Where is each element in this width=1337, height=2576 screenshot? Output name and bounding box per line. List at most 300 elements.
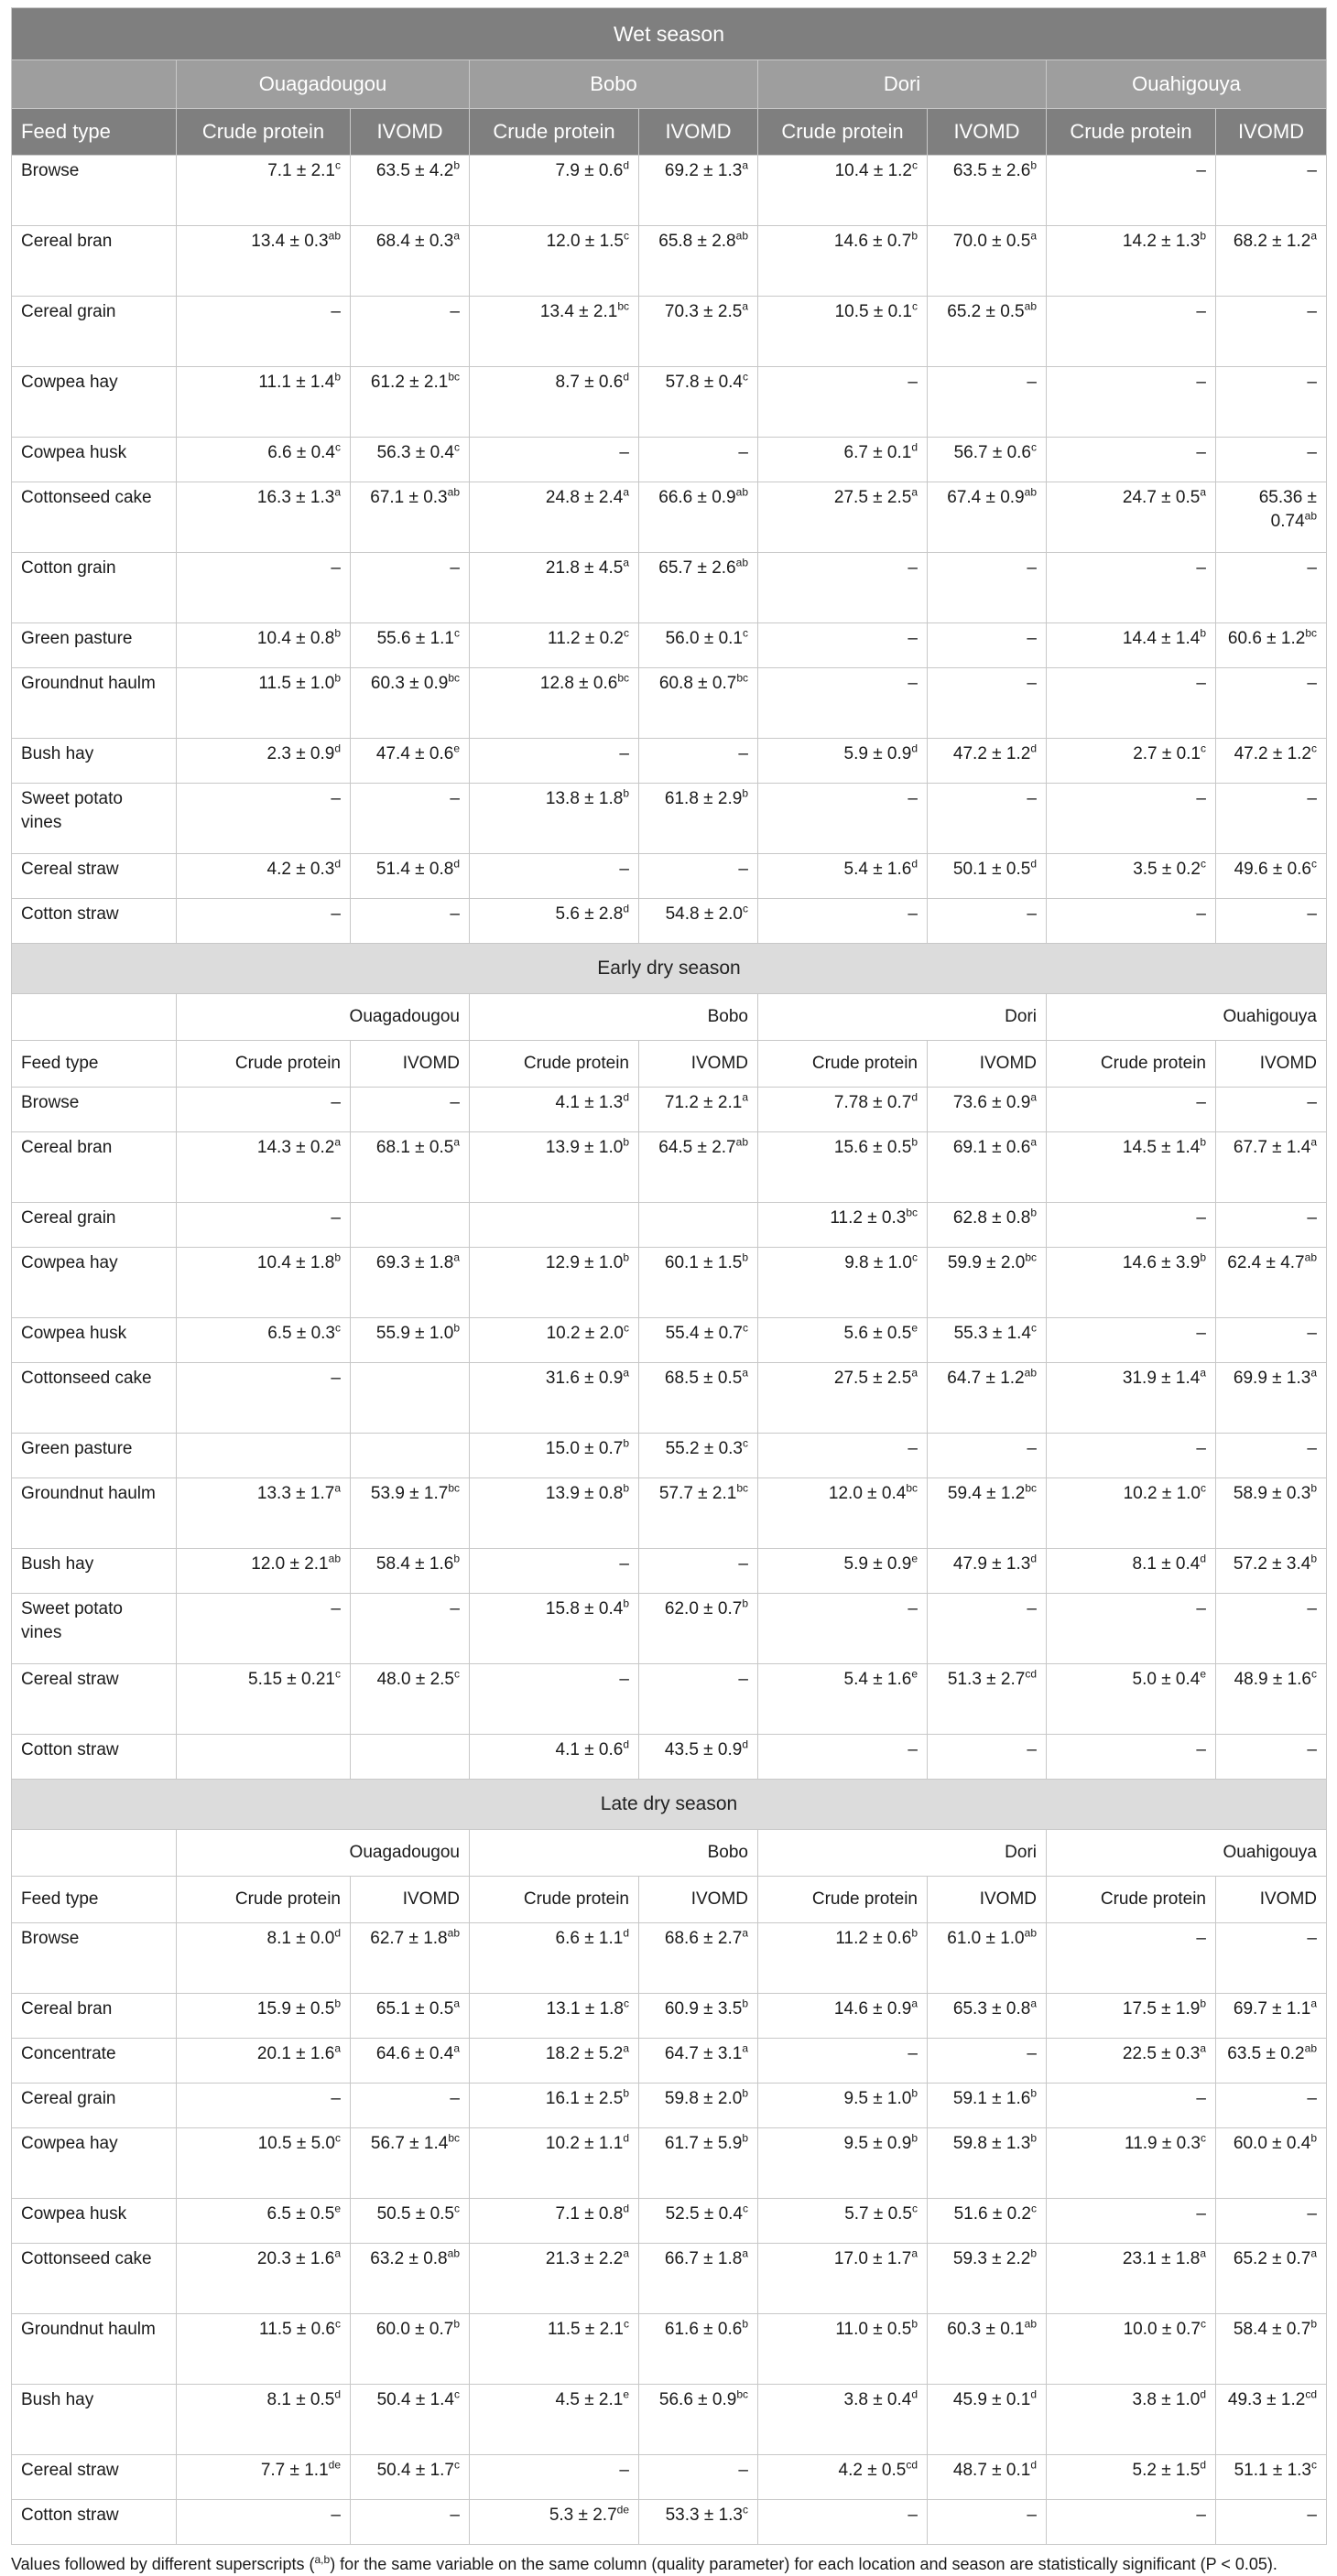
cell-value: 16.3 ± 1.3 xyxy=(256,488,335,507)
cell-value: 14.6 ± 0.9 xyxy=(833,1999,912,2019)
table-row xyxy=(12,1594,1327,1664)
crude-protein-cell xyxy=(1047,1594,1216,1664)
cell-value: 47.4 ± 0.6 xyxy=(375,744,454,763)
cell-superscript: ab xyxy=(447,2246,460,2260)
crude-protein-cell xyxy=(758,226,928,297)
cell-value: 56.7 ± 0.6 xyxy=(953,443,1031,462)
cell-value: 67.7 ± 1.4 xyxy=(1233,1138,1311,1157)
cell-value: 50.4 ± 1.7 xyxy=(376,2461,454,2480)
ivomd-cell xyxy=(351,553,470,623)
cell-value: 68.1 ± 0.5 xyxy=(375,1138,454,1157)
feed-quality-table-figure xyxy=(11,0,1326,2576)
ivomd-cell xyxy=(639,2244,758,2314)
cell-value: 6.5 ± 0.5 xyxy=(266,2204,335,2224)
feed-type-cell: Cereal grain xyxy=(12,1203,177,1248)
crude-protein-cell xyxy=(470,1594,639,1664)
column-header-ivomd: IVOMD xyxy=(639,1877,758,1923)
crude-protein-cell xyxy=(177,367,351,438)
ivomd-cell xyxy=(1216,1923,1327,1994)
cell-value: – xyxy=(908,629,918,648)
season-title: Wet season xyxy=(12,8,1327,60)
crude-protein-cell xyxy=(470,668,639,739)
cell-superscript: a xyxy=(1030,1135,1037,1149)
cell-value: 27.5 ± 2.5 xyxy=(833,488,912,507)
ivomd-cell xyxy=(1216,1478,1327,1549)
cell-superscript: bc xyxy=(1305,626,1317,640)
cell-superscript: b xyxy=(1310,1552,1317,1565)
crude-protein-cell xyxy=(470,553,639,623)
feed-type-cell: Cottonseed cake xyxy=(12,2244,177,2314)
cell-superscript: ab xyxy=(1304,509,1317,523)
ivomd-cell xyxy=(928,1478,1047,1549)
ivomd-cell xyxy=(928,1994,1047,2039)
location-header-blank xyxy=(12,60,177,109)
ivomd-cell xyxy=(639,784,758,854)
table-row xyxy=(12,1549,1327,1594)
crude-protein-cell xyxy=(758,2500,928,2545)
cell-superscript: c xyxy=(335,440,341,454)
ivomd-cell xyxy=(639,226,758,297)
location-header: Dori xyxy=(758,1830,1047,1877)
cell-value: – xyxy=(619,2461,629,2480)
ivomd-cell xyxy=(1216,623,1327,668)
ivomd-cell xyxy=(928,1318,1047,1363)
ivomd-cell xyxy=(351,2455,470,2500)
cell-superscript: b xyxy=(453,1321,460,1335)
column-header-row xyxy=(12,1041,1327,1088)
location-header-row xyxy=(12,60,1327,109)
cell-value: – xyxy=(450,904,460,924)
cell-superscript: bc xyxy=(1025,1250,1037,1264)
ivomd-cell xyxy=(639,1363,758,1434)
cell-superscript: d xyxy=(1030,741,1037,755)
crude-protein-cell xyxy=(177,739,351,784)
ivomd-cell xyxy=(639,1994,758,2039)
column-header-ivomd: IVOMD xyxy=(928,109,1047,156)
cell-superscript: c xyxy=(454,626,460,640)
cell-superscript: a xyxy=(742,158,748,172)
column-header-ivomd: IVOMD xyxy=(928,1877,1047,1923)
cell-superscript: c xyxy=(1201,857,1206,871)
cell-value: – xyxy=(1027,2044,1037,2063)
crude-protein-cell xyxy=(758,438,928,482)
feed-type-cell: Cowpea hay xyxy=(12,367,177,438)
crude-protein-cell xyxy=(758,854,928,899)
cell-value: 12.0 ± 0.4 xyxy=(828,1484,907,1503)
crude-protein-cell xyxy=(758,1478,928,1549)
cell-superscript: a xyxy=(1310,1366,1317,1380)
ivomd-cell xyxy=(639,1923,758,1994)
crude-protein-cell xyxy=(758,1994,928,2039)
cell-value: 50.4 ± 1.4 xyxy=(376,2390,454,2409)
table-row xyxy=(12,899,1327,944)
cell-superscript: d xyxy=(334,2387,341,2401)
column-header-ivomd: IVOMD xyxy=(351,109,470,156)
feed-type-cell: Cereal grain xyxy=(12,2084,177,2128)
crude-protein-cell xyxy=(470,1434,639,1478)
cell-value: 13.4 ± 2.1 xyxy=(539,302,618,321)
feed-type-cell: Groundnut haulm xyxy=(12,668,177,739)
cell-value: 48.0 ± 2.5 xyxy=(376,1670,454,1689)
cell-value: 5.9 ± 0.9 xyxy=(843,744,912,763)
cell-value: 18.2 ± 5.2 xyxy=(545,2044,624,2063)
ivomd-cell xyxy=(639,1594,758,1664)
cell-value: 10.5 ± 0.1 xyxy=(834,302,912,321)
ivomd-cell xyxy=(1216,2199,1327,2244)
cell-value: 14.6 ± 0.7 xyxy=(833,232,912,251)
crude-protein-cell xyxy=(470,226,639,297)
location-header: Dori xyxy=(758,60,1047,109)
crude-protein-cell xyxy=(758,739,928,784)
cell-value: – xyxy=(908,373,918,392)
cell-value: – xyxy=(1307,2089,1317,2108)
crude-protein-cell xyxy=(758,2084,928,2128)
crude-protein-cell xyxy=(177,553,351,623)
crude-protein-cell xyxy=(470,1478,639,1549)
ivomd-cell xyxy=(1216,1318,1327,1363)
ivomd-cell xyxy=(351,1203,470,1248)
cell-superscript: c xyxy=(1201,1481,1206,1495)
ivomd-cell xyxy=(639,739,758,784)
cell-superscript: ab xyxy=(1304,1250,1317,1264)
cell-value: 59.8 ± 2.0 xyxy=(664,2089,743,2108)
ivomd-cell xyxy=(1216,226,1327,297)
cell-value: – xyxy=(1307,1324,1317,1343)
cell-superscript: d xyxy=(1200,2458,1206,2472)
ivomd-cell xyxy=(351,899,470,944)
cell-superscript: a xyxy=(1200,1366,1206,1380)
cell-value: – xyxy=(1307,161,1317,180)
cell-superscript: b xyxy=(1200,626,1206,640)
location-header-blank xyxy=(12,994,177,1041)
season-title-row xyxy=(12,944,1327,994)
ivomd-cell xyxy=(928,1923,1047,1994)
cell-value: – xyxy=(1307,558,1317,578)
cell-value: 65.7 ± 2.6 xyxy=(658,558,736,578)
crude-protein-cell xyxy=(758,1434,928,1478)
cell-value: 4.1 ± 1.3 xyxy=(555,1093,624,1112)
cell-value: – xyxy=(738,744,748,763)
cell-value: 4.1 ± 0.6 xyxy=(555,1740,624,1759)
cell-value: – xyxy=(331,2089,341,2108)
crude-protein-cell xyxy=(758,623,928,668)
ivomd-cell xyxy=(639,2314,758,2385)
table-row xyxy=(12,2244,1327,2314)
cell-value: 5.2 ± 1.5 xyxy=(1132,2461,1201,2480)
crude-protein-cell xyxy=(758,1664,928,1735)
ivomd-cell xyxy=(639,1434,758,1478)
cell-value: – xyxy=(908,2506,918,2525)
cell-value: – xyxy=(331,558,341,578)
cell-superscript: c xyxy=(743,626,748,640)
cell-value: 16.1 ± 2.5 xyxy=(545,2089,624,2108)
column-header-crude-protein: Crude protein xyxy=(758,1877,928,1923)
cell-value: 48.9 ± 1.6 xyxy=(1234,1670,1311,1689)
feed-type-cell: Green pasture xyxy=(12,623,177,668)
cell-value: 55.6 ± 1.1 xyxy=(376,629,454,648)
cell-superscript: c xyxy=(1201,2131,1206,2145)
cell-value: – xyxy=(450,789,460,808)
crude-protein-cell xyxy=(758,2244,928,2314)
cell-superscript: a xyxy=(334,1135,341,1149)
location-header: Dori xyxy=(758,994,1047,1041)
cell-superscript: b xyxy=(1030,158,1037,172)
crude-protein-cell xyxy=(758,1088,928,1132)
cell-superscript: a xyxy=(623,556,629,569)
feed-type-cell: Cereal bran xyxy=(12,1132,177,1203)
cell-value: 69.3 ± 1.8 xyxy=(375,1253,454,1272)
ivomd-cell xyxy=(639,2455,758,2500)
ivomd-cell xyxy=(351,1923,470,1994)
table-row xyxy=(12,1664,1327,1735)
cell-value: – xyxy=(1027,2506,1037,2525)
cell-value: 71.2 ± 2.1 xyxy=(664,1093,743,1112)
feed-type-cell: Groundnut haulm xyxy=(12,2314,177,2385)
cell-value: 61.2 ± 2.1 xyxy=(370,373,449,392)
crude-protein-cell xyxy=(470,2084,639,2128)
cell-value: 6.7 ± 0.1 xyxy=(843,443,912,462)
ivomd-cell xyxy=(1216,1994,1327,2039)
cell-value: 11.5 ± 2.1 xyxy=(548,2320,624,2339)
ivomd-cell xyxy=(351,1735,470,1780)
crude-protein-cell xyxy=(1047,2084,1216,2128)
column-header-feed-type: Feed type xyxy=(12,1041,177,1088)
cell-superscript: b xyxy=(623,1250,629,1264)
cell-value: – xyxy=(1027,1599,1037,1618)
cell-value: 13.3 ± 1.7 xyxy=(256,1484,335,1503)
feed-type-cell: Bush hay xyxy=(12,1549,177,1594)
cell-value: 68.5 ± 0.5 xyxy=(664,1369,743,1388)
crude-protein-cell xyxy=(1047,1248,1216,1318)
crude-protein-cell xyxy=(1047,2244,1216,2314)
cell-superscript: cd xyxy=(906,2458,918,2472)
cell-superscript: c xyxy=(624,2317,629,2331)
table-row xyxy=(12,1088,1327,1132)
ivomd-cell xyxy=(1216,1248,1327,1318)
table-row xyxy=(12,1434,1327,1478)
crude-protein-cell xyxy=(177,1594,351,1664)
ivomd-cell xyxy=(1216,2244,1327,2314)
ivomd-cell xyxy=(351,1994,470,2039)
ivomd-cell xyxy=(351,2314,470,2385)
cell-superscript: c xyxy=(1311,2458,1317,2472)
crude-protein-cell xyxy=(1047,784,1216,854)
ivomd-cell xyxy=(1216,156,1327,226)
ivomd-cell xyxy=(639,297,758,367)
ivomd-cell xyxy=(928,367,1047,438)
cell-value: 51.3 ± 2.7 xyxy=(947,1670,1026,1689)
season-title: Early dry season xyxy=(12,944,1327,994)
cell-superscript: c xyxy=(912,2202,918,2215)
cell-superscript: b xyxy=(742,786,748,800)
cell-value: – xyxy=(1027,629,1037,648)
crude-protein-cell xyxy=(470,899,639,944)
feed-type-cell: Browse xyxy=(12,156,177,226)
cell-superscript: cd xyxy=(1305,2387,1317,2401)
cell-value: 7.7 ± 1.1 xyxy=(260,2461,329,2480)
cell-superscript: e xyxy=(911,1321,918,1335)
crude-protein-cell xyxy=(177,2128,351,2199)
column-header-ivomd: IVOMD xyxy=(1216,1877,1327,1923)
cell-value: 60.1 ± 1.5 xyxy=(664,1253,743,1272)
cell-superscript: b xyxy=(453,158,460,172)
ivomd-cell xyxy=(1216,1088,1327,1132)
cell-superscript: b xyxy=(742,2131,748,2145)
location-header: Bobo xyxy=(470,1830,758,1877)
crude-protein-cell xyxy=(470,1549,639,1594)
cell-superscript: a xyxy=(334,2246,341,2260)
crude-protein-cell xyxy=(758,1735,928,1780)
ivomd-cell xyxy=(351,156,470,226)
cell-value: 5.9 ± 0.9 xyxy=(843,1554,912,1574)
feed-type-cell: Cowpea husk xyxy=(12,1318,177,1363)
ivomd-cell xyxy=(928,668,1047,739)
feed-type-cell: Cereal straw xyxy=(12,1664,177,1735)
cell-value: 60.3 ± 0.1 xyxy=(947,2320,1025,2339)
cell-superscript: ab xyxy=(328,1552,341,1565)
cell-value: 64.7 ± 3.1 xyxy=(664,2044,743,2063)
ivomd-cell xyxy=(351,1088,470,1132)
cell-superscript: a xyxy=(1310,2246,1317,2260)
cell-superscript: c xyxy=(335,2131,341,2145)
crude-protein-cell xyxy=(758,899,928,944)
crude-protein-cell xyxy=(470,784,639,854)
ivomd-cell xyxy=(1216,1735,1327,1780)
cell-value: 69.1 ± 0.6 xyxy=(952,1138,1031,1157)
cell-value: 7.1 ± 2.1 xyxy=(267,161,335,180)
feed-type-cell: Cotton straw xyxy=(12,2500,177,2545)
cell-value: – xyxy=(738,860,748,879)
crude-protein-cell xyxy=(758,1132,928,1203)
cell-value: – xyxy=(450,2506,460,2525)
column-header-ivomd: IVOMD xyxy=(639,109,758,156)
crude-protein-cell xyxy=(177,1923,351,1994)
cell-value: 3.5 ± 0.2 xyxy=(1133,860,1201,879)
cell-value: – xyxy=(908,2044,918,2063)
column-header-crude-protein: Crude protein xyxy=(470,1041,639,1088)
crude-protein-cell xyxy=(470,2500,639,2545)
cell-value: 60.9 ± 3.5 xyxy=(664,1999,743,2019)
crude-protein-cell xyxy=(1047,1363,1216,1434)
cell-superscript: b xyxy=(911,2131,918,2145)
cell-value: 58.4 ± 1.6 xyxy=(375,1554,454,1574)
cell-value: 61.8 ± 2.9 xyxy=(664,789,743,808)
table-row xyxy=(12,1203,1327,1248)
cell-value: – xyxy=(450,1093,460,1112)
table-row xyxy=(12,1248,1327,1318)
ivomd-cell xyxy=(639,1248,758,1318)
ivomd-cell xyxy=(928,553,1047,623)
table-row xyxy=(12,156,1327,226)
cell-value: – xyxy=(1307,2506,1317,2525)
cell-value: 21.8 ± 4.5 xyxy=(545,558,624,578)
crude-protein-cell xyxy=(470,1363,639,1434)
cell-superscript: c xyxy=(1311,1667,1317,1681)
crude-protein-cell xyxy=(470,2128,639,2199)
cell-superscript: c xyxy=(1311,857,1317,871)
cell-superscript: b xyxy=(742,2086,748,2100)
cell-value: – xyxy=(1307,1208,1317,1228)
cell-value: 55.4 ± 0.7 xyxy=(665,1324,743,1343)
crude-protein-cell xyxy=(470,367,639,438)
cell-superscript: c xyxy=(743,1321,748,1335)
cell-value: – xyxy=(331,2506,341,2525)
cell-value: 67.4 ± 0.9 xyxy=(947,488,1025,507)
cell-superscript: c xyxy=(743,370,748,384)
table-row xyxy=(12,1994,1327,2039)
crude-protein-cell xyxy=(177,854,351,899)
cell-superscript: a xyxy=(742,1926,748,1940)
cell-value: 6.6 ± 0.4 xyxy=(267,443,335,462)
cell-superscript: ab xyxy=(735,229,748,243)
feed-type-cell: Bush hay xyxy=(12,739,177,784)
cell-superscript: d xyxy=(911,1090,918,1104)
crude-protein-cell xyxy=(470,1994,639,2039)
cell-superscript: b xyxy=(911,1135,918,1149)
cell-value: – xyxy=(1196,2506,1206,2525)
crude-protein-cell xyxy=(470,156,639,226)
crude-protein-cell xyxy=(177,2385,351,2455)
cell-value: – xyxy=(450,558,460,578)
cell-value: – xyxy=(738,1554,748,1574)
feed-type-cell: Cottonseed cake xyxy=(12,1363,177,1434)
cell-value: – xyxy=(1027,904,1037,924)
cell-value: 60.6 ± 1.2 xyxy=(1227,629,1306,648)
crude-protein-cell xyxy=(470,1318,639,1363)
cell-superscript: d xyxy=(623,1926,629,1940)
cell-value: 66.7 ± 1.8 xyxy=(664,2249,743,2268)
cell-superscript: c xyxy=(454,2202,460,2215)
cell-superscript: c xyxy=(912,299,918,313)
crude-protein-cell xyxy=(470,623,639,668)
season-title-row xyxy=(12,1780,1327,1830)
crude-protein-cell xyxy=(758,2455,928,2500)
cell-value: 12.9 ± 1.0 xyxy=(545,1253,624,1272)
cell-value: 10.2 ± 1.1 xyxy=(545,2134,624,2153)
cell-superscript: a xyxy=(911,1366,918,1380)
ivomd-cell xyxy=(928,899,1047,944)
cell-value: – xyxy=(331,904,341,924)
cell-value: – xyxy=(908,789,918,808)
crude-protein-cell xyxy=(470,2314,639,2385)
cell-value: – xyxy=(1027,674,1037,693)
cell-value: 2.7 ± 0.1 xyxy=(1133,744,1201,763)
crude-protein-cell xyxy=(758,553,928,623)
cell-value: – xyxy=(908,1599,918,1618)
feed-type-cell: Cereal bran xyxy=(12,226,177,297)
feed-type-cell: Cowpea hay xyxy=(12,2128,177,2199)
cell-superscript: c xyxy=(1201,2317,1206,2331)
column-header-crude-protein: Crude protein xyxy=(758,1041,928,1088)
cell-value: 5.6 ± 0.5 xyxy=(843,1324,912,1343)
cell-value: 67.1 ± 0.3 xyxy=(370,488,448,507)
crude-protein-cell xyxy=(177,2314,351,2385)
crude-protein-cell xyxy=(758,1248,928,1318)
cell-value: 62.7 ± 1.8 xyxy=(370,1929,448,1948)
cell-value: – xyxy=(619,860,629,879)
cell-superscript: c xyxy=(743,2503,748,2516)
ivomd-cell xyxy=(639,1203,758,1248)
crude-protein-cell xyxy=(1047,1664,1216,1735)
cell-value: 12.8 ± 0.6 xyxy=(539,674,618,693)
cell-superscript: b xyxy=(1200,1135,1206,1149)
crude-protein-cell xyxy=(177,1478,351,1549)
cell-superscript: d xyxy=(334,857,341,871)
cell-value: 49.3 ± 1.2 xyxy=(1227,2390,1306,2409)
cell-superscript: a xyxy=(453,1250,460,1264)
crude-protein-cell xyxy=(1047,226,1216,297)
cell-value: 15.9 ± 0.5 xyxy=(256,1999,335,2019)
